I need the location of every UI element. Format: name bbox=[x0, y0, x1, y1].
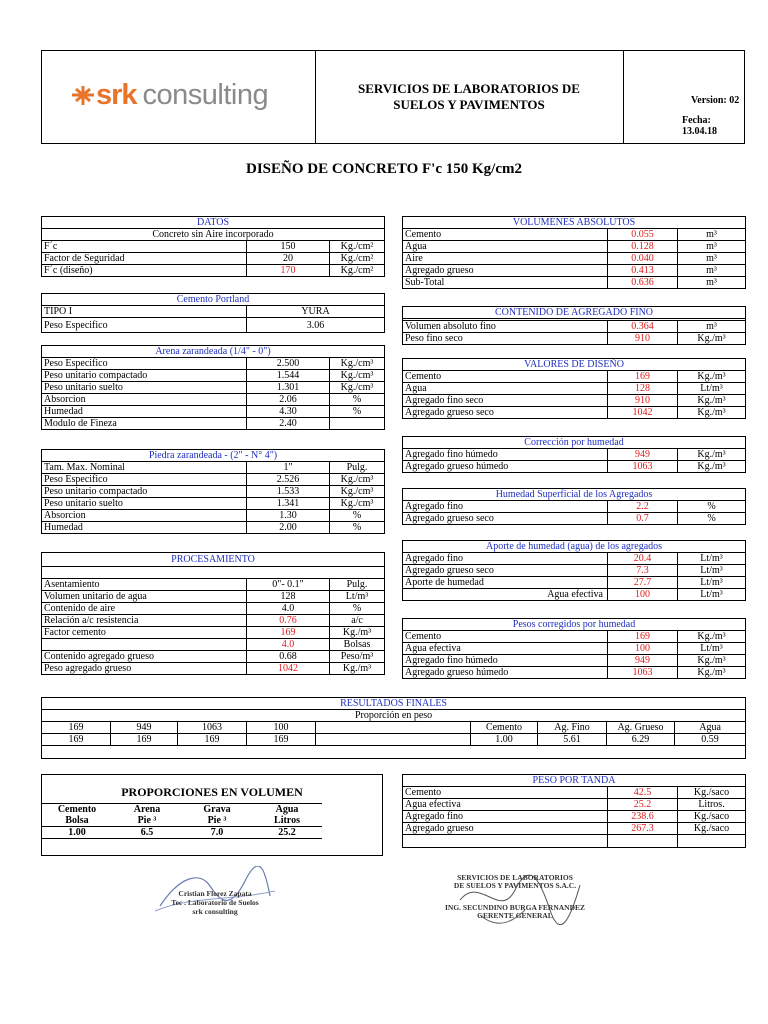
correccion-heading: Corrección por humedad bbox=[403, 437, 746, 449]
row-value: 1" bbox=[247, 462, 330, 474]
prop-unit: Pie ³ bbox=[112, 815, 182, 827]
result-cell: 100 bbox=[247, 722, 316, 734]
row-unit: Lt/m³ bbox=[678, 589, 746, 601]
result-cell: 169 bbox=[42, 722, 111, 734]
page-title: DISEÑO DE CONCRETO F'c 150 Kg/cm2 bbox=[246, 161, 522, 177]
row-label: Peso Especifico bbox=[42, 474, 247, 486]
row-label: Tam. Max. Nominal bbox=[42, 462, 247, 474]
cemento-pe-label: Peso Especifico bbox=[42, 318, 247, 333]
row-value: 267.3 bbox=[608, 823, 678, 835]
row-value: 1063 bbox=[608, 667, 678, 679]
table-row bbox=[403, 253, 746, 265]
empty-cell bbox=[678, 835, 746, 848]
row-label: Humedad bbox=[42, 406, 247, 418]
signature-right-company1: SERVICIOS DE LABORATORIOS bbox=[457, 873, 573, 882]
row-value: 0.040 bbox=[608, 253, 678, 265]
table-row bbox=[403, 241, 746, 253]
table-row bbox=[403, 395, 746, 407]
signature-right-name: ING. SECUNDINO BURGA FERNANDEZ bbox=[444, 903, 586, 912]
volumenes-table bbox=[402, 216, 746, 289]
row-value: 27.7 bbox=[608, 577, 678, 589]
row-unit: m³ bbox=[678, 321, 746, 333]
row-unit: Kg./m³ bbox=[678, 449, 746, 461]
resultados-table bbox=[41, 697, 746, 759]
row-value: 1.533 bbox=[247, 486, 330, 498]
row-unit: Kg./saco bbox=[678, 787, 746, 799]
logo-consulting-text: consulting bbox=[142, 79, 269, 111]
table-row bbox=[403, 799, 746, 811]
row-value: 0.364 bbox=[608, 321, 678, 333]
row-value: 20 bbox=[247, 253, 330, 265]
row-unit: % bbox=[678, 501, 746, 513]
row-label: Peso unitario compactado bbox=[42, 486, 247, 498]
table-row bbox=[42, 382, 385, 394]
prop-value: 25.2 bbox=[252, 827, 322, 839]
row-value: 100 bbox=[608, 643, 678, 655]
table-row bbox=[42, 370, 385, 382]
signature-left-name: Cristian Florez Zapata bbox=[178, 889, 252, 898]
table-row bbox=[42, 498, 385, 510]
row-label: Agua efectiva bbox=[403, 589, 608, 601]
resultados-subheading: Proporción en peso bbox=[42, 710, 746, 722]
row-unit: Lt/m³ bbox=[678, 553, 746, 565]
empty-cell bbox=[322, 815, 382, 827]
row-unit: Pulg. bbox=[330, 579, 385, 591]
pesos-corregidos-heading: Pesos corregidos por humedad bbox=[403, 619, 746, 631]
row-label: Volumen unitario de agua bbox=[42, 591, 247, 603]
table-row bbox=[403, 667, 746, 679]
row-unit: Kg./saco bbox=[678, 823, 746, 835]
row-unit: Bolsas bbox=[330, 639, 385, 651]
row-label: Peso agregado grueso bbox=[42, 663, 247, 675]
row-value: 0.76 bbox=[247, 615, 330, 627]
row-unit: m³ bbox=[678, 241, 746, 253]
result-cell: 5.61 bbox=[538, 734, 607, 746]
table-row bbox=[403, 577, 746, 589]
row-value: 1.544 bbox=[247, 370, 330, 382]
table-row bbox=[42, 663, 385, 675]
row-value: 2.526 bbox=[247, 474, 330, 486]
row-label: Contenido agregado grueso bbox=[42, 651, 247, 663]
row-value: 910 bbox=[608, 395, 678, 407]
table-row bbox=[403, 501, 746, 513]
row-value: 2.00 bbox=[247, 522, 330, 534]
row-label: Sub-Total bbox=[403, 277, 608, 289]
row-value: 2.500 bbox=[247, 358, 330, 370]
row-unit: m³ bbox=[678, 277, 746, 289]
row-value: 949 bbox=[608, 655, 678, 667]
table-row bbox=[403, 589, 746, 601]
row-value: 0.055 bbox=[608, 229, 678, 241]
table-row bbox=[403, 643, 746, 655]
row-label: Agregado grueso seco bbox=[403, 513, 608, 525]
row-label: Agregado grueso bbox=[403, 823, 608, 835]
signature-right-company2: DE SUELOS Y PAVIMENTOS S.A.C. bbox=[453, 881, 577, 890]
table-row bbox=[42, 510, 385, 522]
table-row bbox=[403, 321, 746, 333]
empty-cell bbox=[322, 827, 382, 839]
row-label: Cemento bbox=[403, 229, 608, 241]
table-row bbox=[403, 787, 746, 799]
lab-title bbox=[315, 51, 624, 143]
row-value: 128 bbox=[247, 591, 330, 603]
table-row bbox=[42, 418, 385, 430]
table-row bbox=[403, 553, 746, 565]
result-cell: 169 bbox=[178, 734, 247, 746]
row-value: 169 bbox=[608, 371, 678, 383]
row-unit: % bbox=[330, 394, 385, 406]
row-value: 1.341 bbox=[247, 498, 330, 510]
row-unit: Kg./m³ bbox=[678, 395, 746, 407]
row-value: 1042 bbox=[247, 663, 330, 675]
table-row bbox=[42, 591, 385, 603]
row-label: F´c bbox=[42, 241, 247, 253]
prop-header: Grava bbox=[182, 804, 252, 816]
prop-unit: Bolsa bbox=[42, 815, 112, 827]
row-value: 4.0 bbox=[247, 639, 330, 651]
row-unit: % bbox=[330, 510, 385, 522]
row-unit: Kg./m³ bbox=[678, 461, 746, 473]
table-row bbox=[42, 722, 746, 734]
logo-srk-text: srk bbox=[96, 79, 137, 111]
table-row bbox=[403, 655, 746, 667]
row-unit: Lt/m³ bbox=[678, 383, 746, 395]
cemento-marca: YURA bbox=[247, 306, 385, 318]
empty-cell bbox=[322, 804, 382, 816]
result-cell: Ag. Grueso bbox=[607, 722, 675, 734]
row-value: 169 bbox=[247, 627, 330, 639]
datos-subheading: Concreto sin Aire incorporado bbox=[42, 229, 385, 241]
table-row bbox=[42, 241, 385, 253]
row-label: Agregado fino bbox=[403, 811, 608, 823]
row-unit: Kg./m³ bbox=[678, 407, 746, 419]
proporciones-table bbox=[42, 803, 382, 839]
table-row bbox=[403, 265, 746, 277]
row-unit: Kg./m³ bbox=[678, 371, 746, 383]
document-header bbox=[41, 50, 745, 144]
row-label: Aporte de humedad bbox=[403, 577, 608, 589]
table-row bbox=[403, 383, 746, 395]
table-row bbox=[42, 651, 385, 663]
spacer-row bbox=[42, 746, 746, 759]
row-unit: Lt/m³ bbox=[678, 643, 746, 655]
row-label: Absorcion bbox=[42, 394, 247, 406]
row-unit bbox=[330, 418, 385, 430]
srk-logo bbox=[70, 79, 268, 112]
row-value: 150 bbox=[247, 241, 330, 253]
procesamiento-table bbox=[41, 552, 385, 675]
result-cell: 169 bbox=[42, 734, 111, 746]
prop-value: 7.0 bbox=[182, 827, 252, 839]
table-row bbox=[403, 333, 746, 345]
correccion-table bbox=[402, 436, 746, 473]
valores-diseno-table bbox=[402, 358, 746, 419]
table-row bbox=[42, 734, 746, 746]
resultados-heading: RESULTADOS FINALES bbox=[42, 698, 746, 710]
row-label: Agregado fino bbox=[403, 553, 608, 565]
row-value: 238.6 bbox=[608, 811, 678, 823]
table-row bbox=[42, 394, 385, 406]
table-row bbox=[403, 461, 746, 473]
row-unit: Lt/m³ bbox=[330, 591, 385, 603]
row-label: Agua bbox=[403, 241, 608, 253]
row-unit: a/c bbox=[330, 615, 385, 627]
row-value: 169 bbox=[608, 631, 678, 643]
row-unit: Kg./m³ bbox=[678, 667, 746, 679]
row-unit: Kg./cm² bbox=[330, 265, 385, 277]
row-unit: % bbox=[330, 603, 385, 615]
row-unit: Litros. bbox=[678, 799, 746, 811]
row-value: 0.7 bbox=[608, 513, 678, 525]
contenido-fino-heading: CONTENIDO DE AGREGADO FINO bbox=[403, 307, 746, 319]
arena-heading: Arena zarandeada (1/4" - 0") bbox=[42, 346, 385, 358]
result-cell: 1063 bbox=[178, 722, 247, 734]
signature-right-role: GERENTE GENERAL bbox=[477, 911, 553, 920]
row-label: Agregado grueso húmedo bbox=[403, 461, 608, 473]
row-label: Peso unitario suelto bbox=[42, 382, 247, 394]
row-unit: m³ bbox=[678, 229, 746, 241]
row-value: 7.3 bbox=[608, 565, 678, 577]
proporciones-heading: PROPORCIONES EN VOLUMEN bbox=[121, 785, 303, 799]
row-label: Agregado fino seco bbox=[403, 395, 608, 407]
table-row bbox=[42, 522, 385, 534]
row-unit: Kg./cm² bbox=[330, 241, 385, 253]
prop-value: 6.5 bbox=[112, 827, 182, 839]
row-label: Agregado grueso seco bbox=[403, 407, 608, 419]
signature-left-role: Tec . Laboratorio de Suelos bbox=[171, 898, 259, 907]
row-label: Agua bbox=[403, 383, 608, 395]
humedad-superficial-heading: Humedad Superficial de los Agregados bbox=[403, 489, 746, 501]
row-label: Peso unitario compactado bbox=[42, 370, 247, 382]
row-unit: Kg./cm³ bbox=[330, 370, 385, 382]
row-value: 170 bbox=[247, 265, 330, 277]
version-cell bbox=[623, 51, 744, 143]
result-cell: 6.29 bbox=[607, 734, 675, 746]
row-unit: Kg./cm³ bbox=[330, 358, 385, 370]
prop-unit: Litros bbox=[252, 815, 322, 827]
row-unit: Kg./cm³ bbox=[330, 382, 385, 394]
datos-heading: DATOS bbox=[42, 217, 385, 229]
row-value: 2.06 bbox=[247, 394, 330, 406]
arena-table bbox=[41, 345, 385, 430]
table-row bbox=[42, 265, 385, 277]
table-row bbox=[42, 486, 385, 498]
row-value: 4.0 bbox=[247, 603, 330, 615]
row-value: 42.5 bbox=[608, 787, 678, 799]
result-cell: 169 bbox=[247, 734, 316, 746]
table-row bbox=[403, 277, 746, 289]
row-value: 949 bbox=[608, 449, 678, 461]
piedra-table bbox=[41, 449, 385, 534]
row-value: 2.40 bbox=[247, 418, 330, 430]
peso-tanda-heading: PESO POR TANDA bbox=[403, 775, 746, 787]
row-label: Asentamiento bbox=[42, 579, 247, 591]
version-text: Version: 02 bbox=[691, 95, 740, 106]
table-row bbox=[403, 229, 746, 241]
row-unit: % bbox=[330, 522, 385, 534]
row-label: Agregado fino bbox=[403, 501, 608, 513]
row-label: Peso unitario suelto bbox=[42, 498, 247, 510]
row-value: 0.636 bbox=[608, 277, 678, 289]
table-row bbox=[42, 579, 385, 591]
srk-logo-icon bbox=[70, 83, 96, 109]
row-label: Agregado fino húmedo bbox=[403, 655, 608, 667]
table-row bbox=[403, 811, 746, 823]
result-cell-empty bbox=[316, 734, 471, 746]
table-row bbox=[42, 462, 385, 474]
row-label: Agregado grueso bbox=[403, 265, 608, 277]
humedad-superficial-table bbox=[402, 488, 746, 525]
row-value: 100 bbox=[608, 589, 678, 601]
row-unit: Kg./cm² bbox=[330, 253, 385, 265]
row-unit: Kg./m³ bbox=[678, 333, 746, 345]
table-row bbox=[403, 407, 746, 419]
row-label: Factor cemento bbox=[42, 627, 247, 639]
signature-left-company: srk consulting bbox=[192, 907, 238, 916]
signature-left bbox=[150, 866, 280, 926]
row-label: Aire bbox=[403, 253, 608, 265]
row-label: Cemento bbox=[403, 787, 608, 799]
aporte-table bbox=[402, 540, 746, 601]
row-value: 1042 bbox=[608, 407, 678, 419]
row-label: Cemento bbox=[403, 371, 608, 383]
signature-right bbox=[440, 870, 590, 932]
row-value: 2.2 bbox=[608, 501, 678, 513]
peso-tanda-table bbox=[402, 774, 746, 848]
proporciones-box bbox=[41, 774, 383, 856]
row-value: 0.413 bbox=[608, 265, 678, 277]
table-row bbox=[42, 627, 385, 639]
row-value: 128 bbox=[608, 383, 678, 395]
row-unit: Kg./cm³ bbox=[330, 486, 385, 498]
table-row bbox=[403, 371, 746, 383]
row-unit: Kg./m³ bbox=[330, 627, 385, 639]
table-row bbox=[42, 253, 385, 265]
row-unit: Kg./m³ bbox=[678, 631, 746, 643]
row-label: Factor de Seguridad bbox=[42, 253, 247, 265]
aporte-heading: Aporte de humedad (agua) de los agregados bbox=[403, 541, 746, 553]
row-label: F´c (diseño) bbox=[42, 265, 247, 277]
row-unit: Lt/m³ bbox=[678, 565, 746, 577]
row-label: Agua efectiva bbox=[403, 643, 608, 655]
pesos-corregidos-table bbox=[402, 618, 746, 679]
row-value: 4.30 bbox=[247, 406, 330, 418]
row-value: 910 bbox=[608, 333, 678, 345]
row-label bbox=[42, 639, 247, 651]
row-label: Volumen absoluto fino bbox=[403, 321, 608, 333]
spacer-row bbox=[42, 567, 385, 579]
table-row bbox=[42, 406, 385, 418]
row-unit: Pulg. bbox=[330, 462, 385, 474]
table-row bbox=[403, 631, 746, 643]
row-value: 0.128 bbox=[608, 241, 678, 253]
valores-diseno-heading: VALORES DE DISEÑO bbox=[403, 359, 746, 371]
table-row bbox=[403, 823, 746, 835]
row-unit: m³ bbox=[678, 253, 746, 265]
row-label: Cemento bbox=[403, 631, 608, 643]
fecha-text: Fecha: 13.04.18 bbox=[682, 115, 717, 137]
logo-cell bbox=[42, 51, 316, 143]
cemento-tipo: TIPO I bbox=[42, 306, 247, 318]
datos-table bbox=[41, 216, 385, 277]
result-cell: 949 bbox=[111, 722, 178, 734]
table-row bbox=[42, 639, 385, 651]
row-label: Peso fino seco bbox=[403, 333, 608, 345]
row-label: Absorcion bbox=[42, 510, 247, 522]
row-unit: Peso/m³ bbox=[330, 651, 385, 663]
row-label: Agregado grueso húmedo bbox=[403, 667, 608, 679]
procesamiento-heading: PROCESAMIENTO bbox=[42, 553, 385, 567]
volumenes-heading: VOLUMENES ABSOLUTOS bbox=[403, 217, 746, 229]
row-label: Contenido de aire bbox=[42, 603, 247, 615]
row-unit: % bbox=[678, 513, 746, 525]
result-cell: 1.00 bbox=[471, 734, 538, 746]
row-value: 1.301 bbox=[247, 382, 330, 394]
result-cell: 0.59 bbox=[675, 734, 746, 746]
row-unit: Kg./saco bbox=[678, 811, 746, 823]
row-unit: Kg./cm³ bbox=[330, 498, 385, 510]
row-value: 25.2 bbox=[608, 799, 678, 811]
prop-unit: Pie ³ bbox=[182, 815, 252, 827]
row-unit: Lt/m³ bbox=[678, 577, 746, 589]
row-label: Humedad bbox=[42, 522, 247, 534]
contenido-fino-table bbox=[402, 306, 746, 345]
row-label: Agua efectiva bbox=[403, 799, 608, 811]
row-unit: Kg./cm³ bbox=[330, 474, 385, 486]
prop-header: Arena bbox=[112, 804, 182, 816]
row-value: 20.4 bbox=[608, 553, 678, 565]
lab-title-line1: SERVICIOS DE LABORATORIOS DE bbox=[358, 81, 580, 96]
prop-header: Agua bbox=[252, 804, 322, 816]
table-row bbox=[42, 358, 385, 370]
result-cell: Ag. Fino bbox=[538, 722, 607, 734]
empty-cell bbox=[403, 835, 608, 848]
result-cell: 169 bbox=[111, 734, 178, 746]
row-value: 0"- 0.1" bbox=[247, 579, 330, 591]
row-label: Agregado fino húmedo bbox=[403, 449, 608, 461]
table-row bbox=[403, 449, 746, 461]
empty-cell bbox=[608, 835, 678, 848]
row-label: Modulo de Fineza bbox=[42, 418, 247, 430]
prop-value: 1.00 bbox=[42, 827, 112, 839]
prop-header: Cemento bbox=[42, 804, 112, 816]
row-label: Peso Especifico bbox=[42, 358, 247, 370]
table-row bbox=[403, 513, 746, 525]
table-row bbox=[42, 615, 385, 627]
row-unit: Kg./m³ bbox=[678, 655, 746, 667]
row-value: 1063 bbox=[608, 461, 678, 473]
row-label: Relación a/c resistencia bbox=[42, 615, 247, 627]
cemento-table bbox=[41, 293, 385, 333]
piedra-heading: Piedra zarandeada - (2" - N° 4") bbox=[42, 450, 385, 462]
cemento-heading: Cemento Portland bbox=[42, 294, 385, 306]
table-row bbox=[403, 565, 746, 577]
row-unit: m³ bbox=[678, 265, 746, 277]
result-cell: Agua bbox=[675, 722, 746, 734]
result-cell: Cemento bbox=[471, 722, 538, 734]
row-value: 1.30 bbox=[247, 510, 330, 522]
table-row bbox=[42, 474, 385, 486]
row-label: Agregado grueso seco bbox=[403, 565, 608, 577]
cemento-pe-value: 3.06 bbox=[247, 318, 385, 333]
row-unit: % bbox=[330, 406, 385, 418]
row-value: 0.68 bbox=[247, 651, 330, 663]
result-cell-empty bbox=[316, 722, 471, 734]
table-row bbox=[42, 603, 385, 615]
row-unit: Kg./m³ bbox=[330, 663, 385, 675]
lab-title-line2: SUELOS Y PAVIMENTOS bbox=[393, 97, 545, 112]
